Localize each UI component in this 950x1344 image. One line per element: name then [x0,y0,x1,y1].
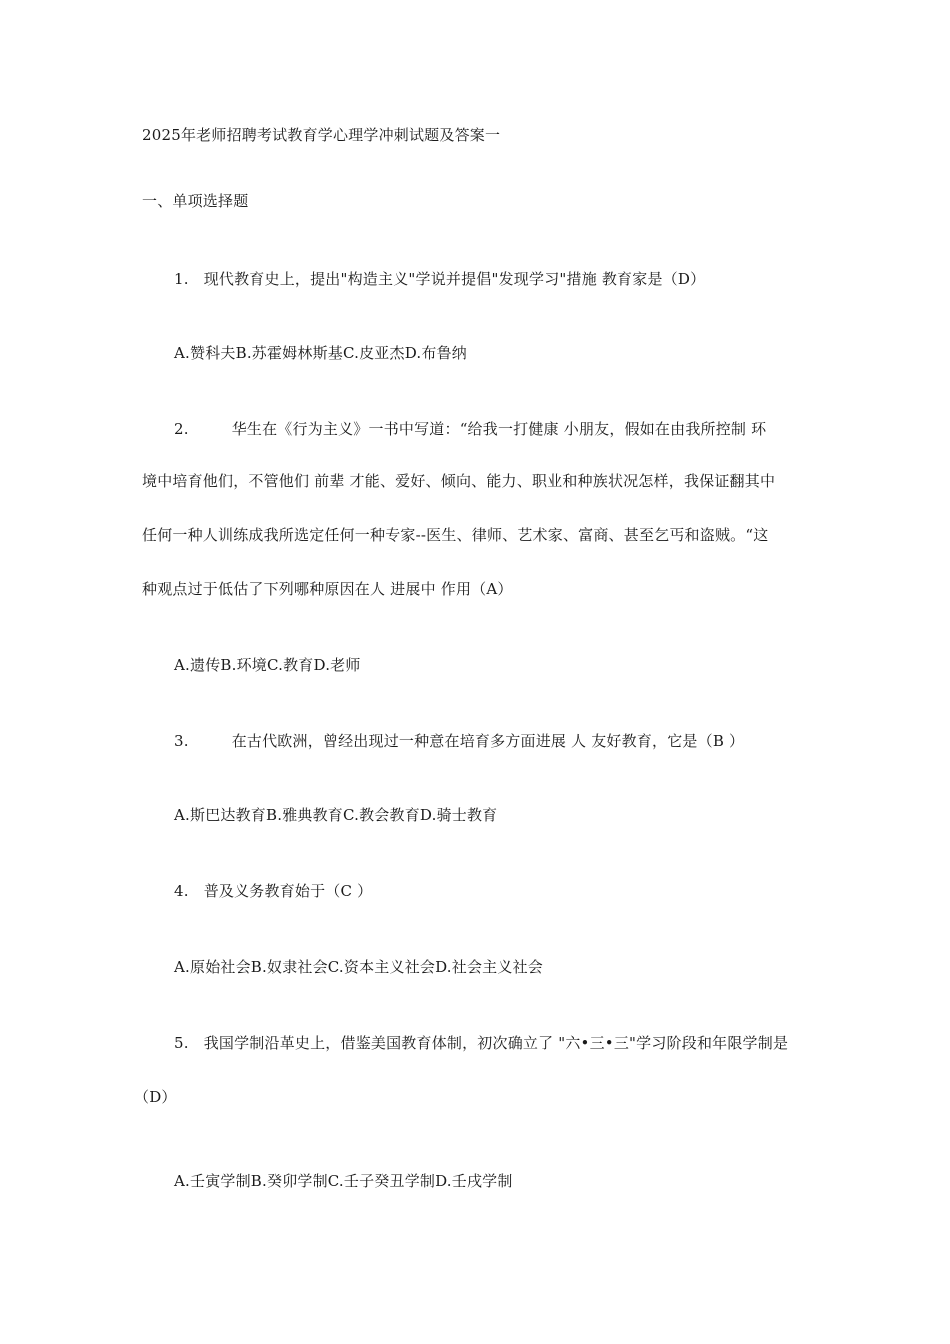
question-1-options: A.赞科夫B.苏霍姆林斯基C.皮亚杰D.布鲁纳 [174,344,467,362]
question-text: 我国学制沿革史上，借鉴美国教育体制，初次确立了 "六•三•三"学习阶段和年限学制是 [203,1034,789,1052]
question-3-options: A.斯巴达教育B.雅典教育C.教会教育D.骑士教育 [174,806,498,824]
question-4 [174,880,372,902]
question-text: 普及义务教育始于（C ） [203,882,373,900]
question-5-options: A.壬寅学制B.癸卯学制C.壬子癸丑学制D.壬戌学制 [174,1172,513,1190]
question-3 [174,730,744,752]
question-number: 5. [174,1034,189,1052]
question-4-options: A.原始社会B.奴隶社会C.资本主义社会D.社会主义社会 [174,958,543,976]
question-2-options: A.遗传B.环境C.教育D.老师 [174,656,361,674]
question-5 [174,1032,788,1054]
question-number: 3. [174,732,189,750]
question-text: 现代教育史上，提出"构造主义"学说并提倡"发现学习"措施 教育家是（D） [203,270,706,288]
question-text: 在古代欧洲，曾经出现过一种意在培育多方面进展 人 友好教育，它是（B ） [231,732,745,750]
question-text: 华生在《行为主义》一书中写道：“给我一打健康 小朋友，假如在由我所控制 环 [231,420,767,438]
section-heading: 一、单项选择题 [142,192,249,210]
question-1 [174,268,705,290]
question-2-line-3: 任何一种人训练成我所选定任何一种专家--医生、律师、艺术家、富商、甚至乞丐和盗贼。“这 [142,526,769,544]
question-2 [174,418,766,440]
document-title: 2025年老师招聘考试教育学心理学冲刺试题及答案一 [142,126,501,144]
question-number: 2. [174,420,189,438]
question-2-line-4: 种观点过于低估了下列哪种原因在人 进展中 作用（A） [142,580,513,598]
question-number: 4. [174,882,189,900]
question-number: 1. [174,270,189,288]
question-5-line-2: （D） [134,1088,177,1106]
question-2-line-2: 境中培育他们，不管他们 前辈 才能、爱好、倾向、能力、职业和种族状况怎样，我保证翻其中 [142,472,776,490]
